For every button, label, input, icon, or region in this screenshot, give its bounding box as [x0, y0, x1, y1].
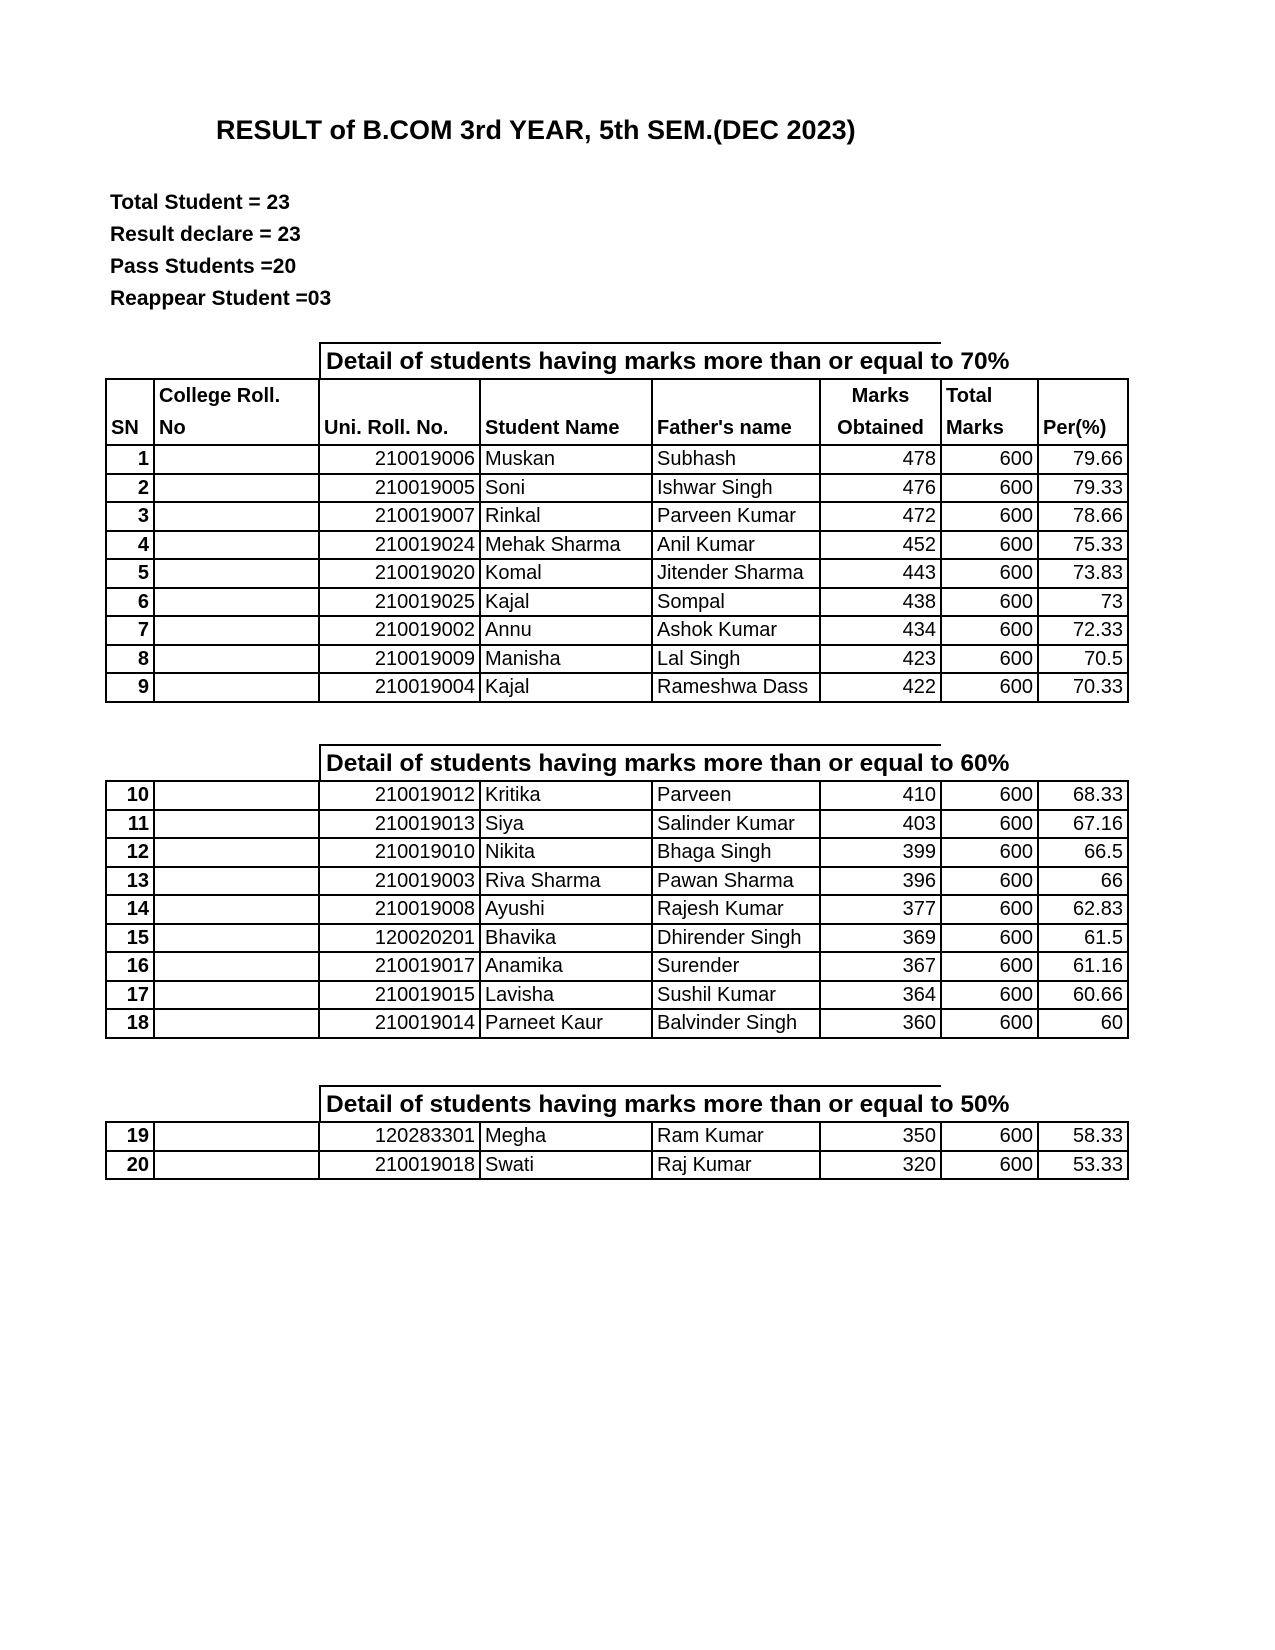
table-row: [106, 1009, 1128, 1038]
cell-total-marks: 600: [941, 867, 1038, 896]
result-declare-text: Result declare = 23: [110, 223, 301, 246]
cell-marks-obtained: 438: [820, 588, 941, 617]
cell-college-roll: [154, 981, 319, 1010]
cell-sn: 7: [106, 616, 154, 645]
cell-father-name: Raj Kumar: [652, 1151, 820, 1180]
cell-uni-roll: 210019020: [319, 559, 480, 588]
cell-college-roll: [154, 559, 319, 588]
total-student-text: Total Student = 23: [110, 191, 290, 214]
cell-total-marks: 600: [941, 810, 1038, 839]
cell-sn: 8: [106, 645, 154, 674]
reappear-student-text: Reappear Student =03: [110, 287, 332, 310]
cell-student-name: Lavisha: [480, 981, 652, 1010]
column-header-total: Total Marks: [941, 379, 1038, 445]
cell-father-name: Parveen: [652, 781, 820, 810]
cell-father-name: Sompal: [652, 588, 820, 617]
cell-college-roll: [154, 645, 319, 674]
table-row: [106, 1151, 1128, 1180]
cell-percentage: 53.33: [1038, 1151, 1128, 1180]
cell-total-marks: 600: [941, 673, 1038, 702]
cell-percentage: 70.33: [1038, 673, 1128, 702]
cell-college-roll: [154, 588, 319, 617]
cell-student-name: Parneet Kaur: [480, 1009, 652, 1038]
cell-student-name: Soni: [480, 474, 652, 503]
page-title: RESULT of B.COM 3rd YEAR, 5th SEM.(DEC 2023): [216, 115, 856, 145]
cell-uni-roll: 210019004: [319, 673, 480, 702]
cell-father-name: Lal Singh: [652, 645, 820, 674]
cell-total-marks: 600: [941, 981, 1038, 1010]
cell-marks-obtained: 472: [820, 502, 941, 531]
cell-sn: 1: [106, 445, 154, 474]
cell-father-name: Jitender Sharma: [652, 559, 820, 588]
cell-sn: 6: [106, 588, 154, 617]
results-table-50: [105, 1121, 1129, 1180]
cell-student-name: Annu: [480, 616, 652, 645]
column-header-marks: Marks Obtained: [820, 379, 941, 445]
cell-father-name: Parveen Kumar: [652, 502, 820, 531]
table-row: [106, 445, 1128, 474]
cell-college-roll: [154, 1122, 319, 1151]
cell-total-marks: 600: [941, 645, 1038, 674]
cell-total-marks: 600: [941, 502, 1038, 531]
cell-uni-roll: 210019013: [319, 810, 480, 839]
cell-college-roll: [154, 1009, 319, 1038]
cell-percentage: 61.16: [1038, 952, 1128, 981]
cell-percentage: 72.33: [1038, 616, 1128, 645]
cell-percentage: 60: [1038, 1009, 1128, 1038]
section-heading-70: Detail of students having marks more than or equal to 70%: [319, 342, 941, 379]
cell-percentage: 68.33: [1038, 781, 1128, 810]
cell-marks-obtained: 423: [820, 645, 941, 674]
table-header-row: [106, 379, 1128, 445]
cell-uni-roll: 210019005: [319, 474, 480, 503]
table-row: [106, 810, 1128, 839]
cell-sn: 17: [106, 981, 154, 1010]
table-row: [106, 616, 1128, 645]
cell-sn: 18: [106, 1009, 154, 1038]
cell-marks-obtained: 422: [820, 673, 941, 702]
cell-sn: 14: [106, 895, 154, 924]
cell-father-name: Rajesh Kumar: [652, 895, 820, 924]
cell-percentage: 66: [1038, 867, 1128, 896]
cell-percentage: 79.33: [1038, 474, 1128, 503]
cell-college-roll: [154, 474, 319, 503]
cell-percentage: 75.33: [1038, 531, 1128, 560]
table-row: [106, 559, 1128, 588]
cell-sn: 15: [106, 924, 154, 953]
cell-father-name: Sushil Kumar: [652, 981, 820, 1010]
cell-total-marks: 600: [941, 924, 1038, 953]
cell-marks-obtained: 364: [820, 981, 941, 1010]
cell-marks-obtained: 396: [820, 867, 941, 896]
cell-student-name: Swati: [480, 1151, 652, 1180]
cell-college-roll: [154, 531, 319, 560]
cell-total-marks: 600: [941, 474, 1038, 503]
cell-marks-obtained: 377: [820, 895, 941, 924]
cell-total-marks: 600: [941, 616, 1038, 645]
cell-student-name: Kajal: [480, 588, 652, 617]
cell-marks-obtained: 476: [820, 474, 941, 503]
pass-students-text: Pass Students =20: [110, 255, 297, 278]
cell-uni-roll: 210019025: [319, 588, 480, 617]
cell-student-name: Megha: [480, 1122, 652, 1151]
cell-college-roll: [154, 781, 319, 810]
cell-sn: 9: [106, 673, 154, 702]
table-row: [106, 838, 1128, 867]
table-row: [106, 1122, 1128, 1151]
cell-sn: 16: [106, 952, 154, 981]
cell-sn: 20: [106, 1151, 154, 1180]
cell-sn: 4: [106, 531, 154, 560]
cell-uni-roll: 210019024: [319, 531, 480, 560]
result-summary: [110, 187, 331, 315]
cell-college-roll: [154, 673, 319, 702]
cell-percentage: 73.83: [1038, 559, 1128, 588]
cell-marks-obtained: 410: [820, 781, 941, 810]
cell-percentage: 67.16: [1038, 810, 1128, 839]
column-header-student-name: Student Name: [480, 379, 652, 445]
cell-father-name: Ashok Kumar: [652, 616, 820, 645]
cell-uni-roll: 210019018: [319, 1151, 480, 1180]
table-row: [106, 531, 1128, 560]
cell-marks-obtained: 360: [820, 1009, 941, 1038]
cell-father-name: Ishwar Singh: [652, 474, 820, 503]
cell-student-name: Kritika: [480, 781, 652, 810]
cell-uni-roll: 210019008: [319, 895, 480, 924]
cell-uni-roll: 120283301: [319, 1122, 480, 1151]
cell-total-marks: 600: [941, 838, 1038, 867]
cell-sn: 13: [106, 867, 154, 896]
cell-sn: 19: [106, 1122, 154, 1151]
cell-percentage: 66.5: [1038, 838, 1128, 867]
cell-uni-roll: 210019012: [319, 781, 480, 810]
cell-total-marks: 600: [941, 781, 1038, 810]
cell-student-name: Ayushi: [480, 895, 652, 924]
table-row: [106, 867, 1128, 896]
cell-sn: 11: [106, 810, 154, 839]
cell-uni-roll: 210019010: [319, 838, 480, 867]
table-row: [106, 588, 1128, 617]
cell-college-roll: [154, 502, 319, 531]
cell-college-roll: [154, 616, 319, 645]
cell-marks-obtained: 403: [820, 810, 941, 839]
cell-student-name: Rinkal: [480, 502, 652, 531]
cell-uni-roll: 210019003: [319, 867, 480, 896]
cell-father-name: Bhaga Singh: [652, 838, 820, 867]
cell-college-roll: [154, 895, 319, 924]
cell-sn: 3: [106, 502, 154, 531]
section-heading-60: Detail of students having marks more than or equal to 60%: [319, 744, 941, 781]
cell-father-name: Balvinder Singh: [652, 1009, 820, 1038]
cell-uni-roll: 210019007: [319, 502, 480, 531]
table-row: [106, 895, 1128, 924]
cell-college-roll: [154, 445, 319, 474]
cell-total-marks: 600: [941, 895, 1038, 924]
column-header-college-roll: College Roll. No: [154, 379, 319, 445]
cell-total-marks: 600: [941, 445, 1038, 474]
cell-percentage: 62.83: [1038, 895, 1128, 924]
cell-college-roll: [154, 1151, 319, 1180]
table-row: [106, 673, 1128, 702]
cell-college-roll: [154, 924, 319, 953]
cell-father-name: Subhash: [652, 445, 820, 474]
table-row: [106, 952, 1128, 981]
cell-marks-obtained: 350: [820, 1122, 941, 1151]
cell-father-name: Dhirender Singh: [652, 924, 820, 953]
cell-percentage: 70.5: [1038, 645, 1128, 674]
cell-student-name: Muskan: [480, 445, 652, 474]
cell-student-name: Manisha: [480, 645, 652, 674]
cell-father-name: Salinder Kumar: [652, 810, 820, 839]
cell-student-name: Nikita: [480, 838, 652, 867]
cell-student-name: Komal: [480, 559, 652, 588]
column-header-uni-roll: Uni. Roll. No.: [319, 379, 480, 445]
cell-sn: 12: [106, 838, 154, 867]
cell-student-name: Siya: [480, 810, 652, 839]
cell-percentage: 60.66: [1038, 981, 1128, 1010]
cell-uni-roll: 210019009: [319, 645, 480, 674]
cell-father-name: Ram Kumar: [652, 1122, 820, 1151]
cell-father-name: Surender: [652, 952, 820, 981]
cell-college-roll: [154, 867, 319, 896]
section-heading-50: Detail of students having marks more than or equal to 50%: [319, 1085, 941, 1122]
cell-uni-roll: 210019017: [319, 952, 480, 981]
cell-father-name: Anil Kumar: [652, 531, 820, 560]
cell-student-name: Kajal: [480, 673, 652, 702]
cell-uni-roll: 210019015: [319, 981, 480, 1010]
cell-sn: 5: [106, 559, 154, 588]
cell-marks-obtained: 478: [820, 445, 941, 474]
cell-marks-obtained: 367: [820, 952, 941, 981]
cell-sn: 10: [106, 781, 154, 810]
cell-total-marks: 600: [941, 952, 1038, 981]
cell-percentage: 61.5: [1038, 924, 1128, 953]
cell-percentage: 73: [1038, 588, 1128, 617]
table-row: [106, 981, 1128, 1010]
cell-marks-obtained: 320: [820, 1151, 941, 1180]
table-row: [106, 924, 1128, 953]
cell-uni-roll: 210019002: [319, 616, 480, 645]
results-table-60: [105, 780, 1129, 1039]
cell-marks-obtained: 434: [820, 616, 941, 645]
cell-student-name: Mehak Sharma: [480, 531, 652, 560]
cell-total-marks: 600: [941, 1122, 1038, 1151]
table-row: [106, 781, 1128, 810]
cell-college-roll: [154, 838, 319, 867]
table-row: [106, 645, 1128, 674]
cell-student-name: Riva Sharma: [480, 867, 652, 896]
cell-uni-roll: 120020201: [319, 924, 480, 953]
cell-father-name: Rameshwa Dass: [652, 673, 820, 702]
cell-marks-obtained: 452: [820, 531, 941, 560]
cell-total-marks: 600: [941, 588, 1038, 617]
table-row: [106, 502, 1128, 531]
cell-sn: 2: [106, 474, 154, 503]
cell-total-marks: 600: [941, 1151, 1038, 1180]
cell-student-name: Anamika: [480, 952, 652, 981]
cell-total-marks: 600: [941, 531, 1038, 560]
cell-uni-roll: 210019014: [319, 1009, 480, 1038]
cell-percentage: 58.33: [1038, 1122, 1128, 1151]
cell-student-name: Bhavika: [480, 924, 652, 953]
cell-marks-obtained: 369: [820, 924, 941, 953]
cell-college-roll: [154, 952, 319, 981]
cell-total-marks: 600: [941, 1009, 1038, 1038]
column-header-father-name: Father's name: [652, 379, 820, 445]
column-header-sn: SN: [106, 379, 154, 445]
cell-college-roll: [154, 810, 319, 839]
cell-marks-obtained: 399: [820, 838, 941, 867]
table-row: [106, 474, 1128, 503]
cell-father-name: Pawan Sharma: [652, 867, 820, 896]
cell-total-marks: 600: [941, 559, 1038, 588]
cell-percentage: 79.66: [1038, 445, 1128, 474]
column-header-per: Per(%): [1038, 379, 1128, 445]
cell-percentage: 78.66: [1038, 502, 1128, 531]
results-table-70: [105, 378, 1129, 703]
cell-marks-obtained: 443: [820, 559, 941, 588]
cell-uni-roll: 210019006: [319, 445, 480, 474]
